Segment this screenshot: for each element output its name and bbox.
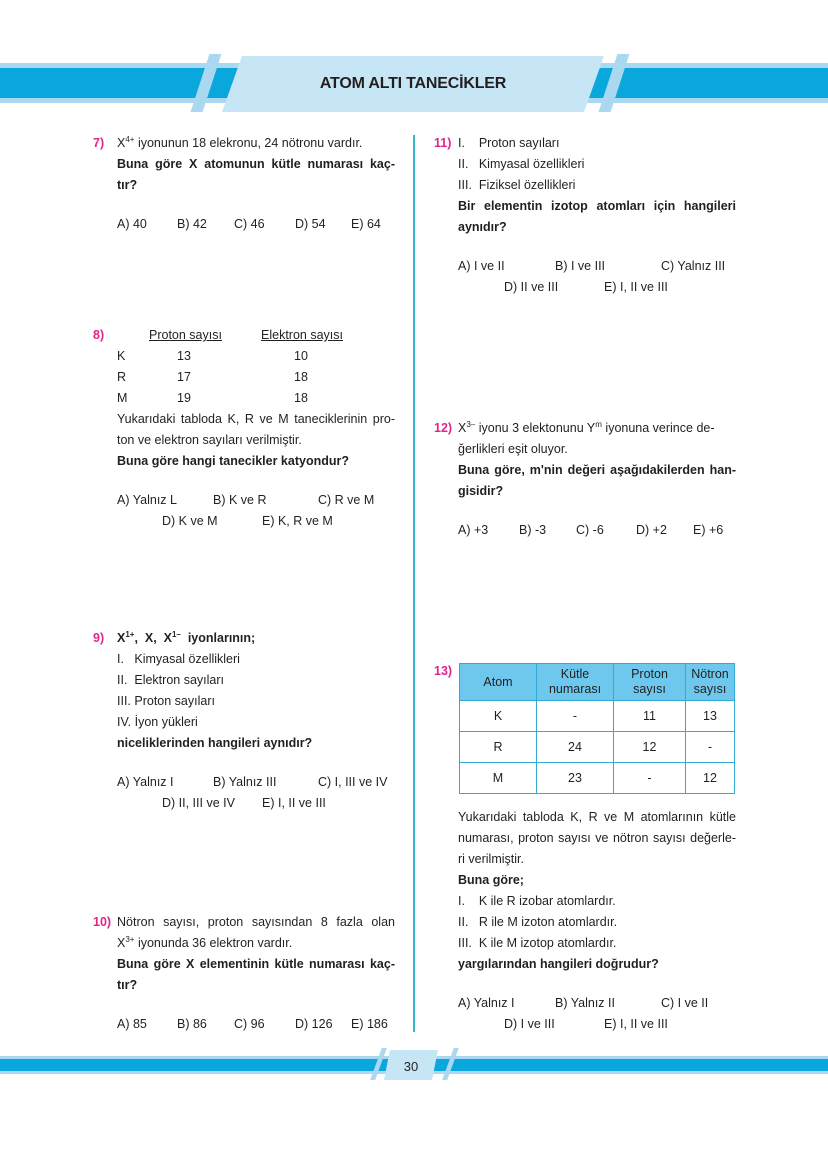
statement-item: III. Proton sayıları xyxy=(117,694,215,708)
question-13-number: 13) xyxy=(434,664,453,678)
option-a[interactable]: A) I ve II xyxy=(458,259,505,273)
option-b[interactable]: B) Yalnız III xyxy=(213,775,277,789)
option-e[interactable]: E) +6 xyxy=(693,523,724,537)
page-footer xyxy=(0,1045,828,1085)
page-number: 30 xyxy=(403,1059,419,1074)
answer-options xyxy=(117,490,395,511)
question-number: 10) xyxy=(93,915,112,929)
data-table-header: Proton sayısı Elektron sayısı xyxy=(149,328,343,342)
option-c[interactable]: C) 46 xyxy=(234,217,265,231)
answer-options xyxy=(458,520,736,541)
chapter-header xyxy=(0,40,828,130)
col-header-proton: Proton sayısı xyxy=(614,664,686,701)
question-11 xyxy=(434,133,736,298)
option-b[interactable]: B) Yalnız II xyxy=(555,996,615,1010)
option-d[interactable]: D) 126 xyxy=(295,1017,333,1031)
answer-options-row2 xyxy=(458,1014,736,1035)
option-e[interactable]: E) K, R ve M xyxy=(262,514,333,528)
question-prompt-cont: gisidir? xyxy=(458,484,504,498)
question-number: 12) xyxy=(434,421,453,435)
option-b[interactable]: B) K ve R xyxy=(213,493,267,507)
option-d[interactable]: D) 54 xyxy=(295,217,326,231)
question-number: 11) xyxy=(434,136,452,150)
answer-options xyxy=(117,214,395,235)
question-number: 9) xyxy=(93,631,105,645)
statement-item: II. R ile M izoton atomlardır. xyxy=(458,915,618,929)
question-prompt: Buna göre hangi tanecikler katyondur? xyxy=(117,454,349,468)
col-header-atom: Atom xyxy=(460,664,537,701)
question-prompt: Bir elementin izotop atomları için hangileri xyxy=(458,199,736,213)
option-b[interactable]: B) I ve III xyxy=(555,259,606,273)
question-stem: $X^{3-}$ iyonu 3 elektonunu $Y^m$ iyonuna verince de- xyxy=(458,420,715,435)
option-c[interactable]: C) I, III ve IV xyxy=(318,775,388,789)
answer-options-row2 xyxy=(117,511,395,532)
question-prompt: niceliklerinden hangileri aynıdır? xyxy=(117,736,313,750)
option-a[interactable]: A) 85 xyxy=(117,1017,147,1031)
statement-item: III. Fiziksel özellikleri xyxy=(458,178,576,192)
data-table-row: K 13 10 xyxy=(117,349,308,363)
option-a[interactable]: A) Yalnız I xyxy=(458,996,515,1010)
question-text: Yukarıdaki tabloda K, R ve M atomlarının kütle xyxy=(458,810,736,824)
option-e[interactable]: E) 186 xyxy=(351,1017,388,1031)
table-row: R 24 12 - xyxy=(460,732,735,763)
option-c[interactable]: C) -6 xyxy=(576,523,604,537)
col-header-mass-number: Kütle numarası xyxy=(537,664,614,701)
option-e[interactable]: E) I, II ve III xyxy=(604,280,668,294)
question-text: Yukarıdaki tabloda K, R ve M taneciklerinin pro- xyxy=(117,412,395,426)
table-header-row xyxy=(460,664,735,701)
option-a[interactable]: A) +3 xyxy=(458,523,489,537)
statement-item: II. Elektron sayıları xyxy=(117,673,224,687)
option-a[interactable]: A) Yalnız I xyxy=(117,775,174,789)
table-row: K - 11 13 xyxy=(460,701,735,732)
option-c[interactable]: C) I ve II xyxy=(661,996,709,1010)
answer-options xyxy=(458,993,736,1014)
question-7 xyxy=(93,133,395,235)
question-prompt-cont: tır? xyxy=(117,178,138,192)
question-prompt-cont: tır? xyxy=(117,978,138,992)
answer-options xyxy=(117,772,395,793)
answer-options-row2 xyxy=(458,277,736,298)
question-text-cont: ri verilmiştir. xyxy=(458,852,524,866)
question-9 xyxy=(93,628,395,814)
data-table-row: M 19 18 xyxy=(117,391,308,405)
chapter-title: ATOM ALTI TANECİKLER xyxy=(319,75,507,92)
statement-item: I. Proton sayıları xyxy=(458,136,560,150)
question-text-cont: ton ve elektron sayıları verilmiştir. xyxy=(117,433,302,447)
question-prompt: Buna göre X atomunun kütle numarası kaç- xyxy=(117,157,395,171)
statement-item: I. Kimyasal özellikleri xyxy=(117,652,240,666)
question-10 xyxy=(93,912,395,1035)
option-d[interactable]: D) II ve III xyxy=(504,280,559,294)
question-12 xyxy=(434,418,736,541)
answer-options-row2 xyxy=(117,793,395,814)
option-a[interactable]: A) 40 xyxy=(117,217,147,231)
question-13-body xyxy=(458,807,736,1035)
option-e[interactable]: E) 64 xyxy=(351,217,381,231)
option-d[interactable]: D) K ve M xyxy=(162,514,218,528)
question-prompt: Buna göre X elementinin kütle numarası kaç- xyxy=(117,957,395,971)
data-table-row: R 17 18 xyxy=(117,370,308,384)
question-prompt: Buna göre, m'nin değeri aşağıdakilerden han- xyxy=(458,463,736,477)
question-prompt: yargılarından hangileri doğrudur? xyxy=(458,957,659,971)
question-lead: Buna göre; xyxy=(458,873,524,887)
atom-data-table xyxy=(459,663,735,794)
option-c[interactable]: C) 96 xyxy=(234,1017,265,1031)
column-divider xyxy=(413,135,415,1032)
option-d[interactable]: D) I ve III xyxy=(504,1017,555,1031)
question-stem: $X^{1+}$, X, $X^{1-}$ iyonlarının; xyxy=(117,630,256,645)
statement-item: III. K ile M izotop atomlardır. xyxy=(458,936,617,950)
option-b[interactable]: B) -3 xyxy=(519,523,547,537)
question-number: 8) xyxy=(93,328,105,342)
option-a[interactable]: A) Yalnız L xyxy=(117,493,177,507)
option-c[interactable]: C) R ve M xyxy=(318,493,375,507)
question-text-cont: ğerlikleri eşit oluyor. xyxy=(458,442,568,456)
question-number: 7) xyxy=(93,136,105,150)
question-stem: $X^{4+}$ iyonunun 18 elekronu, 24 nötronu vardır. xyxy=(117,135,363,150)
question-text-cont: $X^{3+}$ iyonunda 36 elektron vardır. xyxy=(117,935,293,950)
answer-options xyxy=(117,1014,395,1035)
statement-item: I. K ile R izobar atomlardır. xyxy=(458,894,616,908)
option-b[interactable]: B) 86 xyxy=(177,1017,207,1031)
option-e[interactable]: E) I, II ve III xyxy=(262,796,326,810)
statement-item: IV. İyon yükleri xyxy=(117,715,198,729)
option-d[interactable]: D) +2 xyxy=(636,523,667,537)
question-prompt-cont: aynıdır? xyxy=(458,220,507,234)
option-c[interactable]: C) Yalnız III xyxy=(661,259,726,273)
question-text-cont: numarası, proton sayısı ve nötron sayısı değerle- xyxy=(458,831,736,845)
answer-options xyxy=(458,256,736,277)
question-text: Nötron sayısı, proton sayısından 8 fazla olan xyxy=(117,915,395,929)
question-8 xyxy=(93,325,395,532)
option-e[interactable]: E) I, II ve III xyxy=(604,1017,668,1031)
col-header-neutron: Nötron sayısı xyxy=(686,664,735,701)
option-b[interactable]: B) 42 xyxy=(177,217,207,231)
table-row: M 23 - 12 xyxy=(460,763,735,794)
statement-item: II. Kimyasal özellikleri xyxy=(458,157,585,171)
option-d[interactable]: D) II, III ve IV xyxy=(162,796,235,810)
